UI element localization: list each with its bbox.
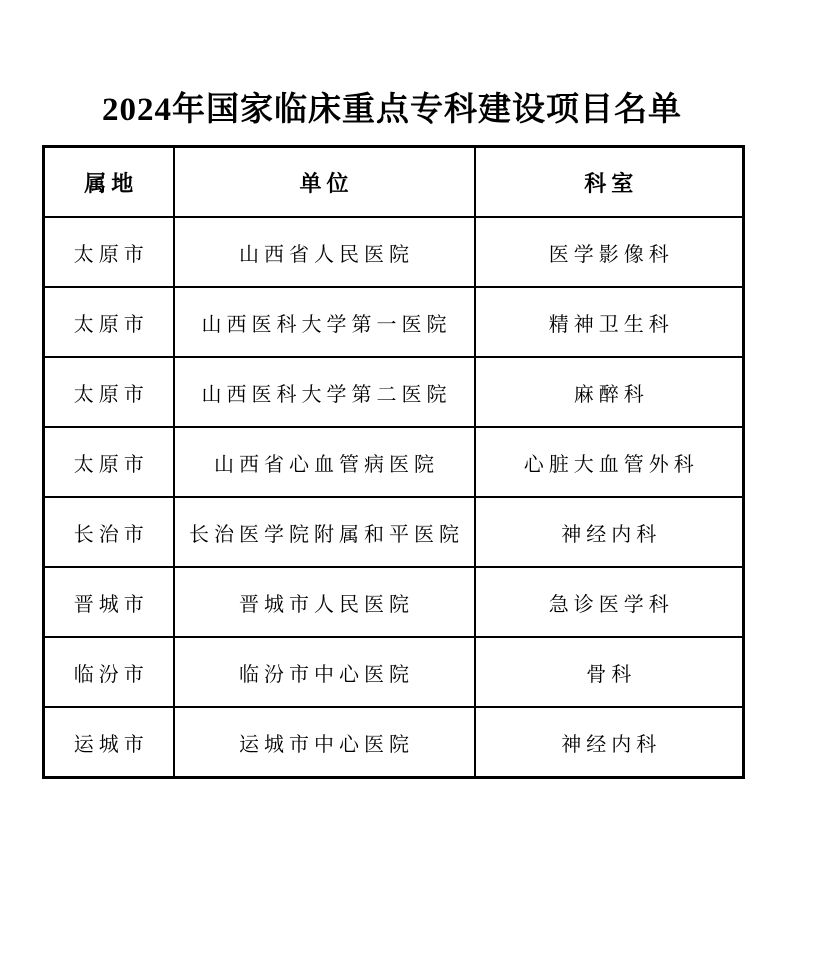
cell-region: 晋城市 [44, 567, 174, 637]
table-row [44, 497, 744, 567]
specialty-table [42, 145, 745, 779]
table-row [44, 287, 744, 357]
table-row [44, 637, 744, 707]
table-row [44, 567, 744, 637]
cell-region: 太原市 [44, 357, 174, 427]
cell-region: 长治市 [44, 497, 174, 567]
cell-unit: 山西省人民医院 [174, 217, 475, 287]
table-header-row [44, 147, 744, 218]
cell-unit: 运城市中心医院 [174, 707, 475, 778]
cell-region: 运城市 [44, 707, 174, 778]
cell-region: 太原市 [44, 427, 174, 497]
cell-department: 精神卫生科 [475, 287, 744, 357]
table-row [44, 217, 744, 287]
cell-region: 太原市 [44, 217, 174, 287]
table-row [44, 427, 744, 497]
column-header-unit: 单位 [174, 147, 475, 218]
cell-department: 神经内科 [475, 497, 744, 567]
cell-region: 临汾市 [44, 637, 174, 707]
cell-unit: 山西医科大学第二医院 [174, 357, 475, 427]
column-header-department: 科室 [475, 147, 744, 218]
cell-department: 神经内科 [475, 707, 744, 778]
cell-unit: 长治医学院附属和平医院 [174, 497, 475, 567]
cell-unit: 临汾市中心医院 [174, 637, 475, 707]
cell-unit: 山西医科大学第一医院 [174, 287, 475, 357]
table-row [44, 357, 744, 427]
cell-department: 麻醉科 [475, 357, 744, 427]
cell-department: 心脏大血管外科 [475, 427, 744, 497]
cell-region: 太原市 [44, 287, 174, 357]
cell-unit: 晋城市人民医院 [174, 567, 475, 637]
document-title: 2024年国家临床重点专科建设项目名单 [102, 92, 682, 128]
column-header-region: 属地 [44, 147, 174, 218]
cell-unit: 山西省心血管病医院 [174, 427, 475, 497]
table-row [44, 707, 744, 778]
cell-department: 骨科 [475, 637, 744, 707]
cell-department: 医学影像科 [475, 217, 744, 287]
cell-department: 急诊医学科 [475, 567, 744, 637]
